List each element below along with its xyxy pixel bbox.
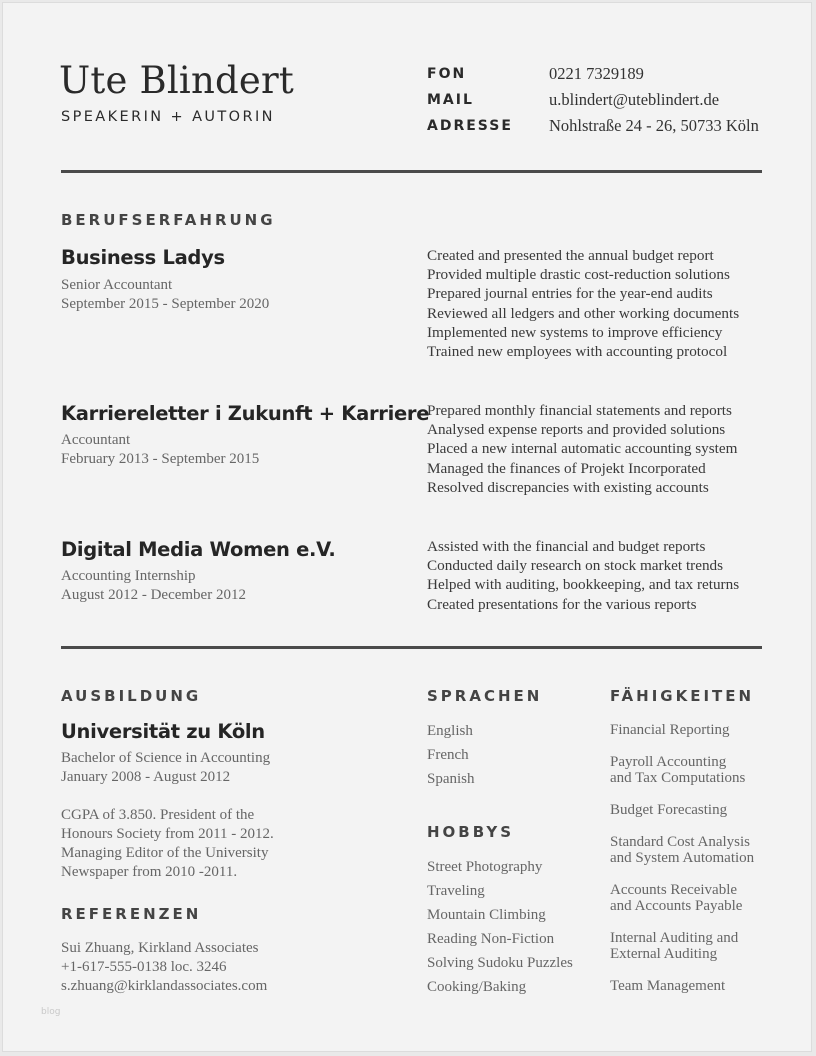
duty-item: Provided multiple drastic cost-reduction solutions (427, 266, 730, 284)
skill-item (610, 834, 754, 866)
duty-item: Assisted with the financial and budget reports (427, 538, 706, 555)
skills-list (610, 722, 754, 1010)
education-detail-line: Newspaper from 2010 -2011. (61, 864, 238, 880)
skill-line: Financial Reporting (610, 722, 730, 738)
contact-label-mail: MAIL (427, 92, 474, 108)
duty-item: Created and presented the annual budget report (427, 247, 714, 264)
education-detail-line: CGPA of 3.850. President of the (61, 807, 255, 823)
hobbies-list (427, 855, 573, 999)
education-period: January 2008 - August 2012 (61, 769, 231, 785)
skill-item (610, 930, 754, 962)
skill-item (610, 882, 754, 914)
duty-item: Implemented new systems to improve efficiency (427, 323, 723, 341)
job-role: Senior Accountant (61, 277, 173, 293)
duty-item: Reviewed all ledgers and other working documents (427, 304, 740, 322)
skill-line: Budget Forecasting (610, 802, 728, 818)
references-block (61, 939, 267, 996)
duty-item: Analysed expense reports and provided solutions (427, 421, 726, 439)
hobby-item: Street Photography (427, 859, 543, 875)
skill-line: External Auditing (610, 946, 718, 962)
person-name: Ute Blindert (59, 59, 294, 102)
experience-section-title: BERUFSERFAHRUNG (61, 211, 276, 229)
references-section-title: REFERENZEN (61, 905, 202, 923)
hobby-item: Cooking/Baking (427, 979, 527, 995)
job-period: August 2012 - December 2012 (61, 587, 246, 603)
job-company: Business Ladys (61, 246, 225, 269)
duty-item: Placed a new internal automatic accounting system (427, 440, 738, 458)
duty-item: Resolved discrepancies with existing accounts (427, 478, 709, 496)
job-duties (427, 246, 739, 361)
skill-line: Internal Auditing and (610, 930, 739, 946)
reference-email[interactable]: s.zhuang@kirklandassociates.com (61, 978, 268, 994)
watermark: blog (41, 1007, 61, 1017)
skills-section-title: FÄHIGKEITEN (610, 687, 755, 705)
skill-item (610, 722, 754, 738)
skill-line: Standard Cost Analysis (610, 834, 751, 850)
education-school: Universität zu Köln (61, 720, 265, 743)
job-company: Digital Media Women e.V. (61, 538, 336, 561)
contact-value-address: Nohlstraße 24 - 26, 50733 Köln (549, 116, 759, 135)
education-section-title: AUSBILDUNG (61, 687, 202, 705)
job-duties (427, 537, 739, 614)
skill-item (610, 802, 754, 818)
languages-list (427, 719, 475, 791)
duty-item: Helped with auditing, bookkeeping, and tax returns (427, 576, 740, 594)
job-meta (61, 431, 259, 469)
job-period: February 2013 - September 2015 (61, 451, 260, 467)
job-duties (427, 401, 737, 497)
header-divider (61, 170, 762, 173)
job-role: Accounting Internship (61, 568, 196, 584)
resume-page (2, 2, 812, 1052)
hobby-item: Reading Non-Fiction (427, 931, 555, 947)
experience-divider (61, 646, 762, 649)
reference-phone: +1-617-555-0138 loc. 3246 (61, 959, 227, 975)
contact-value-phone[interactable]: 0221 7329189 (549, 64, 644, 83)
job-company: Karriereletter i Zukunft + Karriere (61, 402, 430, 425)
hobby-item: Mountain Climbing (427, 907, 546, 923)
job-period: September 2015 - September 2020 (61, 296, 270, 312)
hobbies-section-title: HOBBYS (427, 823, 515, 841)
languages-section-title: SPRACHEN (427, 687, 543, 705)
education-detail-line: Managing Editor of the University (61, 845, 269, 861)
education-details (61, 806, 274, 882)
contact-label-address: ADRESSE (427, 118, 513, 134)
skill-line: Accounts Receivable (610, 882, 738, 898)
hobby-item: Traveling (427, 883, 485, 899)
duty-item: Trained new employees with accounting protocol (427, 343, 728, 361)
skill-line: and Accounts Payable (610, 898, 743, 914)
skill-line: Team Management (610, 978, 726, 994)
duty-item: Conducted daily research on stock market trends (427, 557, 724, 575)
duty-item: Prepared monthly financial statements and reports (427, 402, 732, 419)
duty-item: Prepared journal entries for the year-end audits (427, 285, 713, 303)
education-meta (61, 749, 270, 787)
skill-line: and Tax Computations (610, 770, 746, 786)
education-detail-line: Honours Society from 2011 - 2012. (61, 826, 274, 842)
hobby-item: Solving Sudoku Puzzles (427, 955, 573, 971)
language-item: Spanish (427, 771, 475, 787)
contact-label-phone: FON (427, 66, 467, 82)
reference-name: Sui Zhuang, Kirkland Associates (61, 940, 259, 956)
job-meta (61, 276, 269, 314)
skill-line: Payroll Accounting (610, 754, 727, 770)
duty-item: Managed the finances of Projekt Incorporated (427, 459, 706, 477)
person-tagline: SPEAKERIN + AUTORIN (61, 109, 275, 125)
job-role: Accountant (61, 432, 131, 448)
language-item: French (427, 747, 469, 763)
job-meta (61, 567, 246, 605)
skill-line: and System Automation (610, 850, 755, 866)
skill-item (610, 978, 754, 994)
education-degree: Bachelor of Science in Accounting (61, 750, 271, 766)
duty-item: Created presentations for the various reports (427, 595, 697, 613)
skill-item (610, 754, 754, 786)
contact-value-mail[interactable]: u.blindert@uteblindert.de (549, 90, 720, 109)
language-item: English (427, 723, 473, 739)
